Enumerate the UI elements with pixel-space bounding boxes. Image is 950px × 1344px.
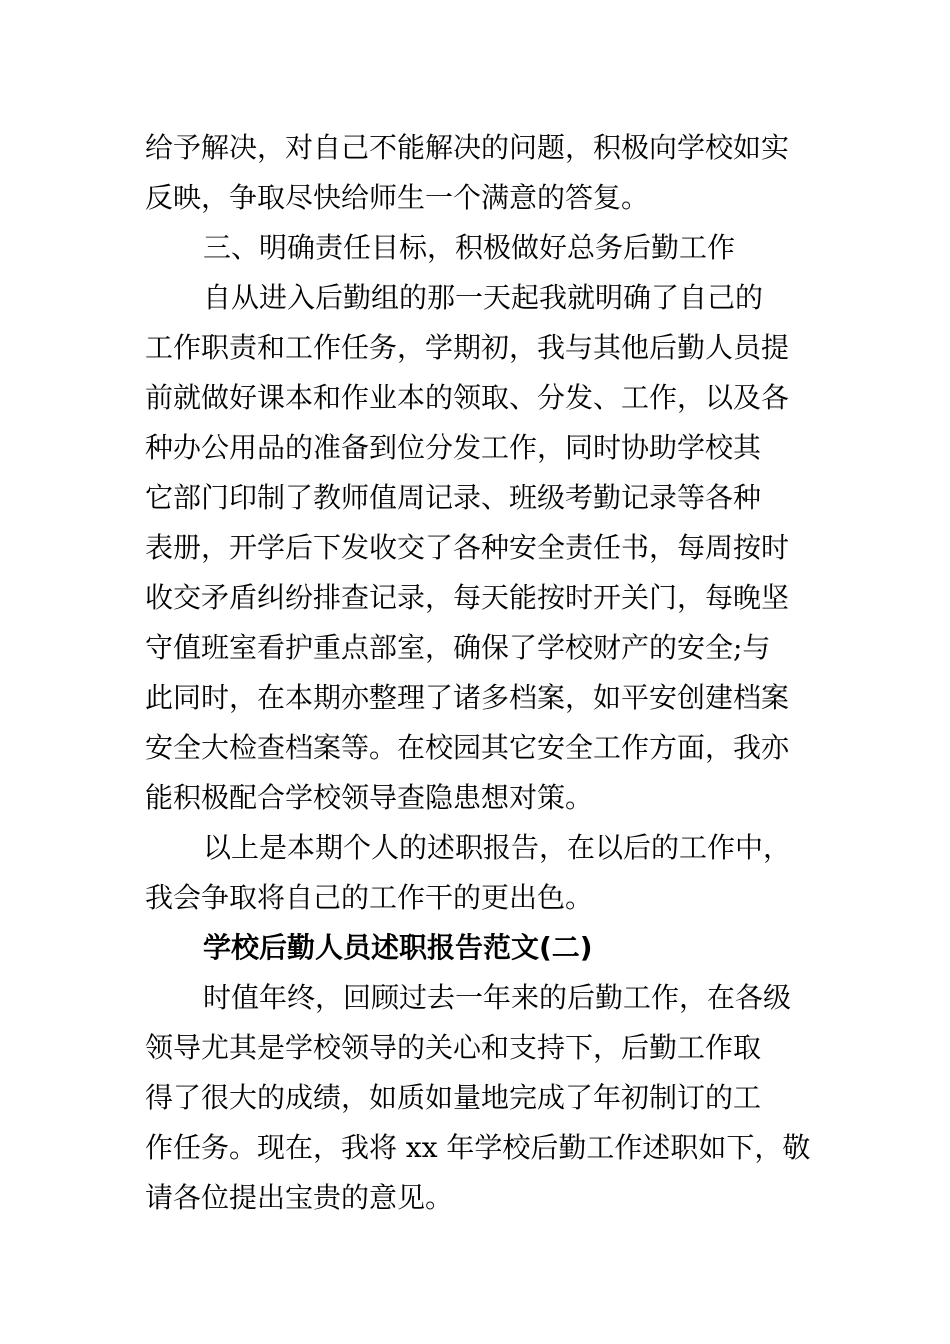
text-line: 守值班室看护重点部室，确保了学校财产的安全;与 (145, 631, 771, 664)
text-line: 以上是本期个人的述职报告，在以后的工作中， (203, 831, 792, 864)
text-line: 反映，争取尽快给师生一个满意的答复。 (145, 181, 650, 214)
document-title: 学校后勤人员述职报告范文(二) (203, 931, 593, 964)
text-line: 请各位提出宝贵的意见。 (145, 1181, 454, 1214)
text-line: 工作职责和工作任务，学期初，我与其他后勤人员提 (145, 331, 790, 364)
text-line: 给予解决，对自己不能解决的问题，积极向学校如实 (145, 131, 790, 164)
text-line: 它部门印制了教师值周记录、班级考勤记录等各种 (145, 481, 762, 514)
text-line: 作任务。现在，我将 xx 年学校后勤工作述职如下，敬 (145, 1131, 811, 1164)
text-line: 能积极配合学校领导查隐患想对策。 (145, 781, 594, 814)
text-line: 收交矛盾纠纷排查记录，每天能按时开关门，每晚坚 (145, 581, 790, 614)
text-line: 自从进入后勤组的那一天起我就明确了自己的 (203, 281, 764, 314)
text-line: 领导尤其是学校领导的关心和支持下，后勤工作取 (145, 1031, 762, 1064)
text-line: 安全大检查档案等。在校园其它安全工作方面，我亦 (145, 731, 790, 764)
text-line: 种办公用品的准备到位分发工作，同时协助学校其 (145, 431, 762, 464)
text-line: 表册，开学后下发收交了各种安全责任书，每周按时 (145, 531, 790, 564)
section-heading: 三、明确责任目标，积极做好总务后勤工作 (203, 231, 736, 264)
text-line: 此同时，在本期亦整理了诸多档案，如平安创建档案 (145, 681, 790, 714)
text-line: 我会争取将自己的工作干的更出色。 (145, 881, 594, 914)
text-line: 前就做好课本和作业本的领取、分发、工作，以及各 (145, 381, 790, 414)
text-line: 时值年终，回顾过去一年来的后勤工作，在各级 (203, 981, 792, 1014)
text-line: 得了很大的成绩，如质如量地完成了年初制订的工 (145, 1081, 762, 1114)
